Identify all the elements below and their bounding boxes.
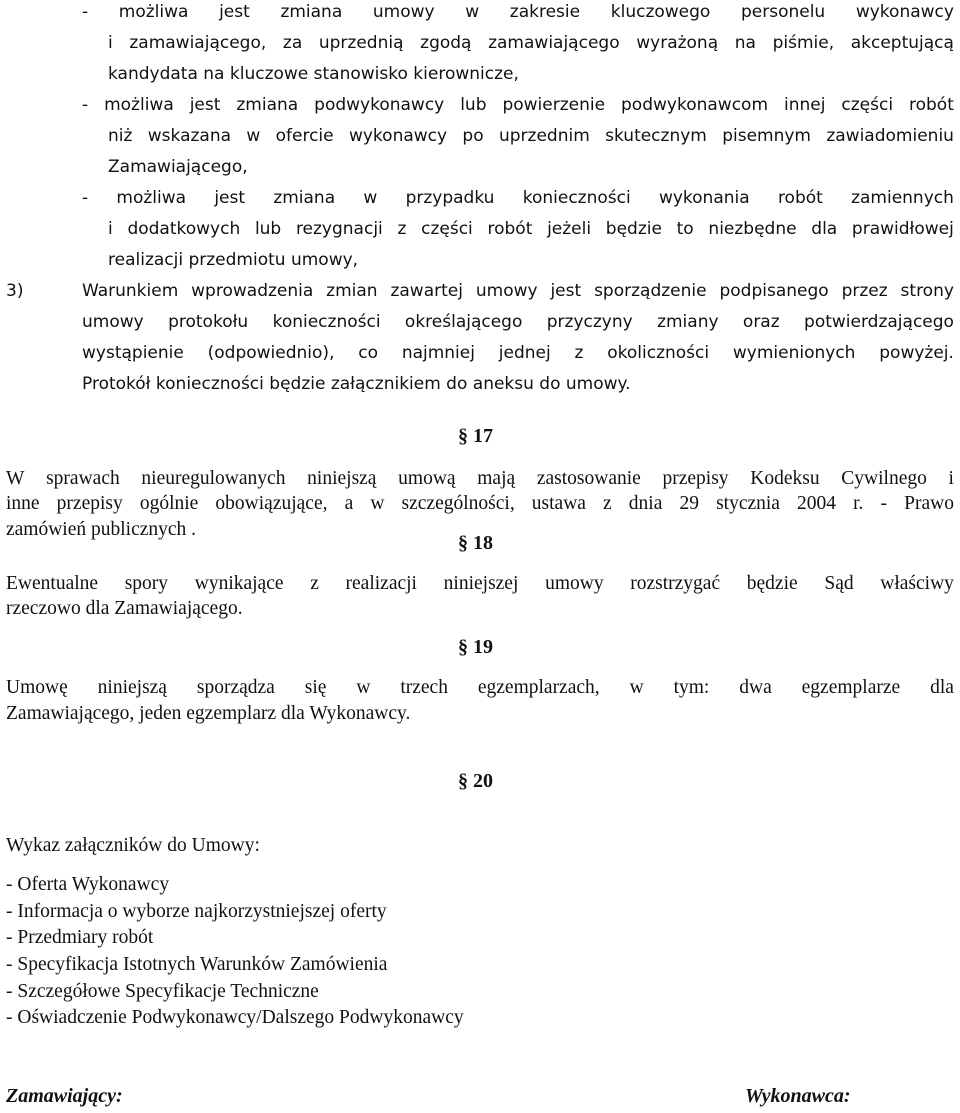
word: okoliczności [607, 343, 710, 363]
word: innej [783, 95, 826, 115]
word: umową [398, 468, 456, 489]
word: w [465, 2, 480, 22]
word: przypadku [405, 188, 495, 208]
word: Umowę [6, 677, 68, 698]
word: w [356, 677, 371, 698]
word: w [629, 677, 644, 698]
word: sprawach [46, 468, 120, 489]
word: wykonawcy [855, 2, 954, 22]
point-number: 3) [6, 281, 24, 301]
item-line [82, 93, 954, 117]
word: podwykonawcy [314, 95, 445, 115]
word: Prawo [904, 493, 954, 514]
word: oraz [742, 312, 780, 332]
word: przepisy [662, 468, 729, 489]
item-line [108, 217, 954, 241]
word: wykonawcy [348, 126, 448, 146]
word: dnia [628, 493, 663, 514]
word: będzie [746, 573, 798, 594]
word: prawidłowej [851, 219, 954, 239]
word: rozstrzygać [630, 573, 721, 594]
word: przyczyny [546, 312, 633, 332]
word: przez [841, 281, 888, 301]
word: jeżeli [547, 219, 592, 239]
word: Warunkiem [82, 281, 179, 301]
word: szczególności, [401, 493, 515, 514]
word: skutecznym [605, 126, 707, 146]
word: w [363, 188, 378, 208]
word: Ewentualne [6, 573, 99, 594]
word: zgodą [420, 33, 472, 53]
section-heading: § 17 [458, 425, 493, 447]
word: dla [811, 219, 838, 239]
paragraph-line: Protokół konieczności będzie załącznikiem do aneksu do umowy. [82, 374, 631, 394]
word: robót [909, 95, 954, 115]
word: ogólnie [139, 493, 199, 514]
word: zawartej [390, 281, 463, 301]
word: umowy [475, 281, 538, 301]
word: tym: [673, 677, 710, 698]
word: będzie [605, 219, 662, 239]
word: realizacji [345, 573, 417, 594]
word: za [282, 33, 303, 53]
word: personelu [740, 2, 826, 22]
word: konieczności [272, 312, 381, 332]
word: to [676, 219, 694, 239]
section-heading: § 19 [458, 636, 493, 658]
word: W [6, 468, 25, 489]
word: powyżej. [879, 343, 954, 363]
word: z [310, 573, 319, 594]
word: uprzednią [318, 33, 404, 53]
word: możliwa [116, 188, 187, 208]
word: zmiana [236, 95, 299, 115]
word: uprzednim [498, 126, 590, 146]
word: właściwy [880, 573, 954, 594]
word: zakresie [509, 2, 581, 22]
word: nieuregulowanych [141, 468, 286, 489]
paragraph-line: zamówień publicznych . [6, 519, 197, 540]
paragraph-line [6, 492, 954, 516]
word: i [108, 33, 113, 53]
word: wskazana [147, 126, 232, 146]
word: Kodeksu [750, 468, 820, 489]
word: 2004 [797, 493, 837, 514]
word: wykonania [658, 188, 750, 208]
word: dwa [739, 677, 772, 698]
annex-item: - Szczegółowe Specyfikacje Techniczne [6, 981, 319, 1002]
word: inne [6, 493, 40, 514]
word: po [462, 126, 484, 146]
word: zmiana [280, 2, 343, 22]
word: sporządzenie [594, 281, 707, 301]
word: 29 [679, 493, 699, 514]
word: spory [124, 573, 169, 594]
word: - [82, 188, 89, 208]
word: określającego [404, 312, 523, 332]
paragraph-line [82, 279, 954, 303]
word: jednej [498, 343, 551, 363]
word: niniejszą [97, 677, 167, 698]
signature-zamawiajacy: Zamawiający: [6, 1085, 123, 1107]
word: wystąpienie [82, 343, 184, 363]
annex-item: - Przedmiary robót [6, 927, 154, 948]
word: Sąd [824, 573, 854, 594]
word: zmiany [657, 312, 719, 332]
word: co [358, 343, 379, 363]
word: jest [550, 281, 582, 301]
word: wyrażoną [636, 33, 719, 53]
word: sporządza [196, 677, 275, 698]
word: jest [189, 95, 221, 115]
word: - [82, 2, 89, 22]
word: wymienionych [732, 343, 856, 363]
word: zawiadomieniu [826, 126, 954, 146]
word: umowy [372, 2, 435, 22]
paragraph-line: Zamawiającego, jeden egzemplarz dla Wykonawcy. [6, 703, 411, 724]
word: pisemnym [722, 126, 811, 146]
word: z [603, 493, 612, 514]
section-heading: § 18 [458, 532, 493, 554]
word: (odpowiednio), [207, 343, 335, 363]
paragraph-line [6, 572, 954, 596]
word: zamawiającego [488, 33, 620, 53]
item-line [82, 186, 954, 210]
word: z [397, 219, 407, 239]
word: ustawa [531, 493, 586, 514]
annex-list-title: Wykaz załączników do Umowy: [6, 835, 260, 856]
item-line: realizacji przedmiotu umowy, [108, 250, 359, 270]
word: części [421, 219, 473, 239]
word: w [370, 493, 385, 514]
item-line: Zamawiającego, [108, 157, 248, 177]
word: jest [219, 2, 250, 22]
item-line: kandydata na kluczowe stanowisko kierownicze, [108, 64, 519, 84]
word: umowy [545, 573, 604, 594]
annex-item: - Oferta Wykonawcy [6, 874, 170, 895]
word: zamawiającego, [129, 33, 267, 53]
word: piśmie, [772, 33, 835, 53]
word: robót [487, 219, 533, 239]
word: mają [477, 468, 516, 489]
word: egzemplarze [801, 677, 901, 698]
word: a [344, 493, 354, 514]
paragraph-line: rzeczowo dla Zamawiającego. [6, 598, 243, 619]
word: akceptującą [850, 33, 954, 53]
word: lub [254, 219, 282, 239]
word: kluczowego [610, 2, 711, 22]
word: podpisanego [719, 281, 829, 301]
word: - [82, 95, 89, 115]
word: protokołu [168, 312, 249, 332]
word: potwierdzającego [804, 312, 954, 332]
word: wprowadzenia [191, 281, 314, 301]
paragraph-line [6, 467, 954, 491]
paragraph-line [82, 310, 954, 334]
section-heading: § 20 [458, 770, 493, 792]
word: możliwa [104, 95, 174, 115]
word: ofercie [275, 126, 334, 146]
paragraph-line [82, 341, 954, 365]
item-line [108, 31, 954, 55]
signature-wykonawca: Wykonawca: [745, 1085, 851, 1107]
word: się [304, 677, 327, 698]
word: - [880, 493, 888, 514]
word: niż [108, 126, 133, 146]
word: Cywilnego [841, 468, 927, 489]
word: zmiana [273, 188, 336, 208]
word: niniejszą [307, 468, 377, 489]
word: obowiązujące, [215, 493, 328, 514]
word: niniejszej [443, 573, 519, 594]
word: możliwa [118, 2, 189, 22]
word: egzemplarzach, [477, 677, 600, 698]
word: strony [900, 281, 954, 301]
word: zastosowanie [536, 468, 641, 489]
word: konieczności [522, 188, 631, 208]
word: powierzenie [502, 95, 606, 115]
word: robót [777, 188, 823, 208]
word: na [734, 33, 756, 53]
word: dodatkowych [127, 219, 241, 239]
word: umowy [82, 312, 144, 332]
word: podwykonawcom [621, 95, 769, 115]
word: najmniej [401, 343, 475, 363]
word: w [246, 126, 261, 146]
annex-item: - Informacja o wyborze najkorzystniejszej oferty [6, 901, 387, 922]
word: zamiennych [851, 188, 954, 208]
word: części [841, 95, 894, 115]
word: r. [853, 493, 864, 514]
word: i [948, 468, 954, 489]
word: wynikające [194, 573, 284, 594]
paragraph-line [6, 676, 954, 700]
word: niezbędne [708, 219, 797, 239]
word: trzech [400, 677, 448, 698]
word: zmian [326, 281, 378, 301]
item-line [108, 124, 954, 148]
annex-item: - Oświadczenie Podwykonawcy/Dalszego Podwykonawcy [6, 1007, 464, 1028]
word: z [574, 343, 584, 363]
word: przepisy [56, 493, 123, 514]
word: lub [460, 95, 487, 115]
word: i [108, 219, 113, 239]
item-line [82, 0, 954, 24]
word: stycznia [716, 493, 780, 514]
word: dla [930, 677, 954, 698]
word: rezygnacji [295, 219, 383, 239]
word: jest [214, 188, 246, 208]
annex-item: - Specyfikacja Istotnych Warunków Zamówienia [6, 954, 388, 975]
